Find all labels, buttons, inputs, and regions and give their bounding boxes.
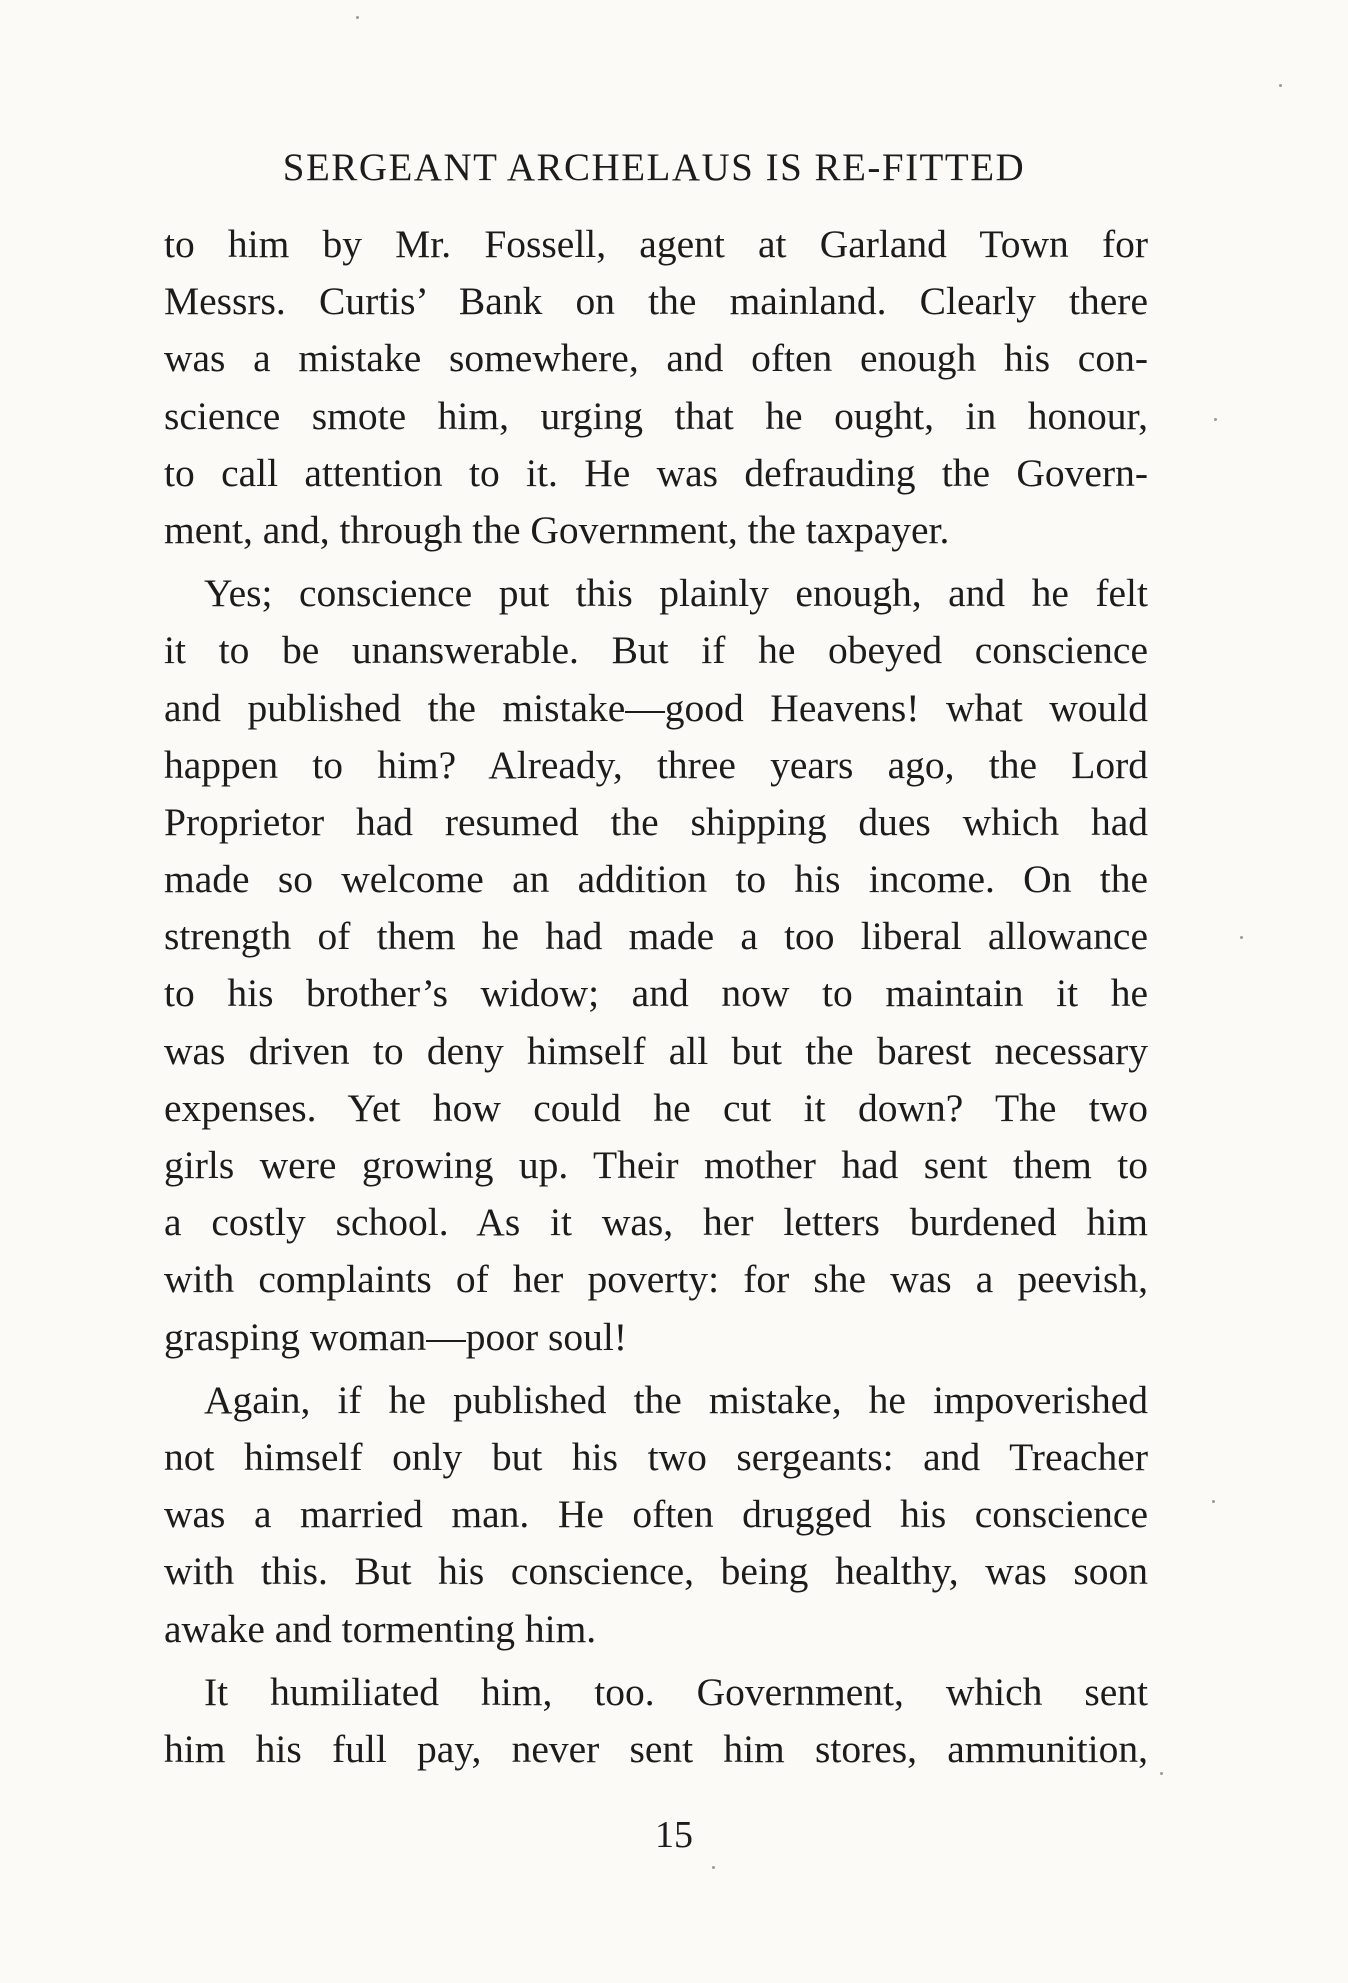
text-line: to him by Mr. Fossell, agent at Garland Town for [164,222,1148,266]
text-line: a costly school. As it was, her letters burdened him [164,1200,1148,1245]
text-line: It humiliated him, too. Government, which sent [204,1669,1148,1714]
page-number: 15 [655,1814,693,1856]
print-speck [1240,936,1243,939]
body-text [164,216,1148,1778]
text-line: not himself only but his two sergeants: and Treacher [164,1434,1148,1479]
text-line: grasping woman—poor soul! [164,1314,627,1359]
text-line: ment, and, through the Government, the taxpayer. [164,507,950,552]
print-speck [356,16,359,19]
paragraph [164,1664,1148,1778]
text-line: it to be unanswerable. But if he obeyed conscience [164,628,1148,673]
print-speck [1214,418,1217,421]
text-line: Yes; conscience put this plainly enough, and he felt [204,571,1148,616]
text-line: awake and tormenting him. [164,1606,597,1651]
text-line: him his full pay, never sent him stores, ammunition, [164,1726,1148,1771]
text-line: Again, if he published the mistake, he impoverished [204,1377,1148,1422]
paragraph [164,565,1148,1366]
running-head: SERGEANT ARCHELAUS IS RE-FITTED [282,146,1026,189]
print-speck [1279,84,1282,87]
text-line: science smote him, urging that he ought, in honour, [164,393,1148,438]
text-line: and published the mistake—good Heavens! what would [164,685,1148,730]
paragraph [164,216,1148,559]
text-line: girls were growing up. Their mother had sent them to [164,1143,1148,1187]
text-line: was driven to deny himself all but the barest necessary [164,1028,1148,1073]
text-line: Proprietor had resumed the shipping dues which had [164,799,1148,844]
text-line: happen to him? Already, three years ago, the Lord [164,742,1148,787]
text-line: to his brother’s widow; and now to maintain it he [164,971,1148,1016]
print-speck [1212,1500,1215,1503]
print-speck [1160,1772,1163,1775]
text-line: expenses. Yet how could he cut it down? The two [164,1085,1148,1130]
paragraph [164,1372,1148,1658]
text-line: Messrs. Curtis’ Bank on the mainland. Clearly there [164,279,1148,324]
text-line: with this. But his conscience, being healthy, was soon [164,1549,1148,1594]
text-line: with complaints of her poverty: for she was a peevish, [164,1257,1148,1302]
text-line: made so welcome an addition to his income. On the [164,857,1148,902]
print-speck [712,1866,715,1869]
text-line: to call attention to it. He was defrauding the Govern- [164,450,1148,495]
text-line: was a mistake somewhere, and often enough his con- [164,336,1148,381]
text-line: was a married man. He often drugged his conscience [164,1492,1148,1537]
text-line: strength of them he had made a too liberal allowance [164,914,1148,959]
